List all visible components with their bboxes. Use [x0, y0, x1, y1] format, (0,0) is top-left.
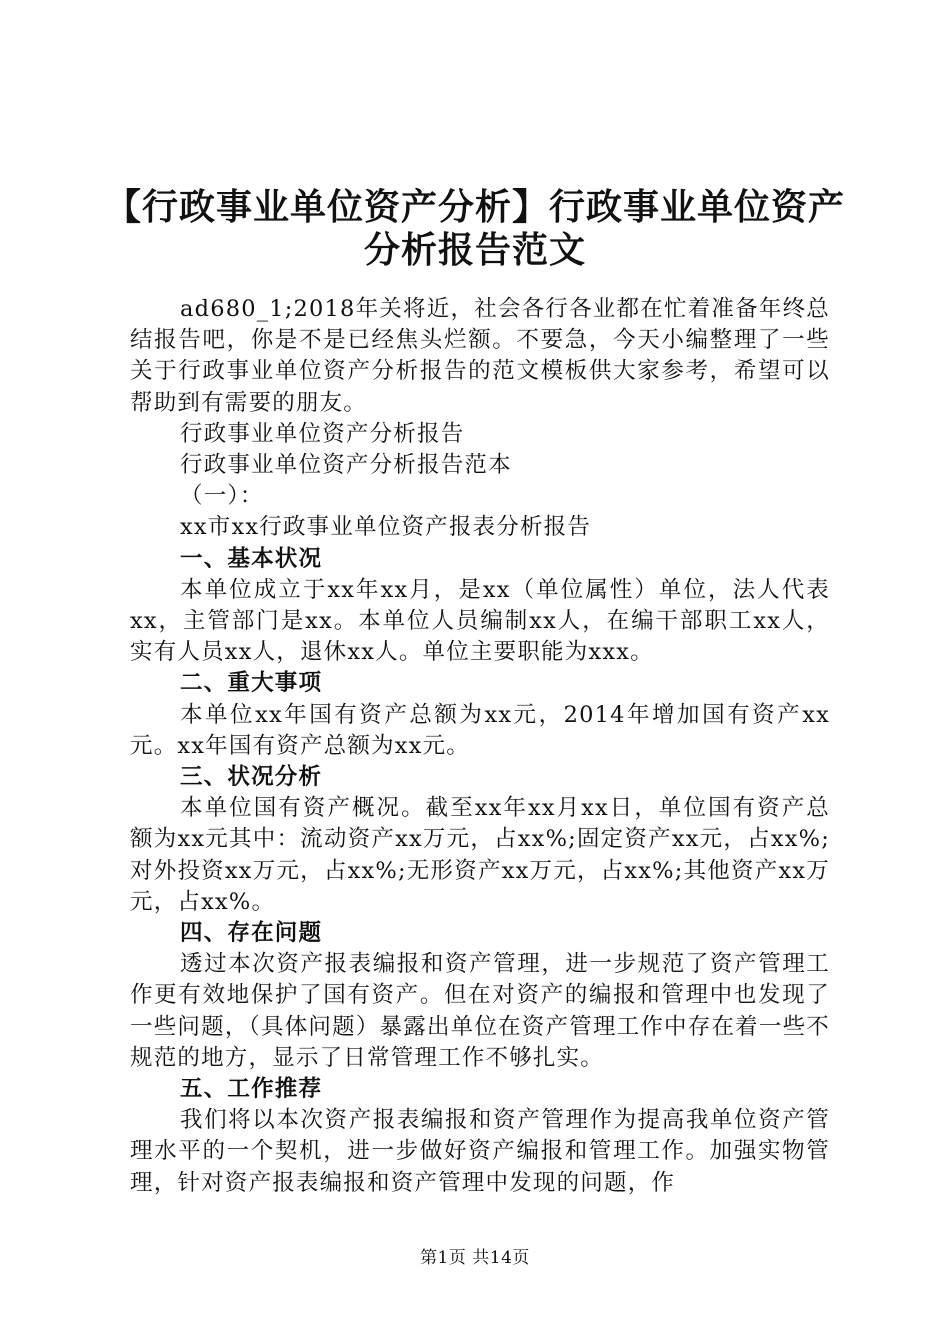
body-paragraph: 本单位xx年国有资产总额为xx元，2014年增加国有资产xx元。xx年国有资产总额为xx元。 [130, 701, 830, 759]
section-heading: 五、工作推荐 [180, 1076, 323, 1103]
document-title-line-2: 分析报告范文 [363, 230, 586, 271]
document-body [130, 294, 830, 1199]
subtitle-line: 行政事业单位资产分析报告范本 [180, 452, 512, 479]
body-paragraph: 透过本次资产报表编报和资产管理，进一步规范了资产管理工作更有效地保护了国有资产。但在对资产的编报和管理中也发现了一些问题，（具体问题）暴露出单位在资产管理工作中存在着一些不规范的地方，显示了日常管理工作不够扎实。 [130, 951, 830, 1071]
document-title-line-1: 【行政事业单位资产分析】行政事业单位资产 [104, 187, 845, 228]
section-heading: 三、状况分析 [180, 764, 323, 791]
intro-paragraph: ad680_1;2018年关将近，社会各行各业都在忙着准备年终总结报告吧，你是不是已经焦头烂额。不要急，今天小编整理了一些关于行政事业单位资产分析报告的范文模板供大家参考，希望可以帮助到有需要的朋友。 [130, 296, 830, 416]
body-paragraph: 本单位国有资产概况。截至xx年xx月xx日，单位国有资产总额为xx元其中：流动资产xx万元，占xx%;固定资产xx元，占xx%;对外投资xx万元，占xx%;无形资产xx万元，占xx%;其他资产xx万元，占xx%。 [130, 795, 830, 915]
section-number: （一）： [180, 483, 264, 510]
page-number-footer: 第1页 共14页 [420, 1248, 530, 1268]
section-heading: 四、存在问题 [180, 920, 323, 947]
section-heading: 一、基本状况 [180, 545, 323, 572]
body-paragraph: 本单位成立于xx年xx月，是xx（单位属性）单位，法人代表xx，主管部门是xx。本单位人员编制xx人，在编干部职工xx人，实有人员xx人，退休xx人。单位主要职能为xxx。 [130, 576, 830, 666]
body-paragraph: 我们将以本次资产报表编报和资产管理作为提高我单位资产管理水平的一个契机，进一步做好资产编报和管理工作。加强实物管理，针对资产报表编报和资产管理中发现的问题，作 [130, 1107, 830, 1196]
section-heading: 二、重大事项 [180, 670, 323, 697]
subtitle-line: 行政事业单位资产分析报告 [180, 420, 465, 447]
report-title: xx市xx行政事业单位资产报表分析报告 [180, 514, 592, 541]
